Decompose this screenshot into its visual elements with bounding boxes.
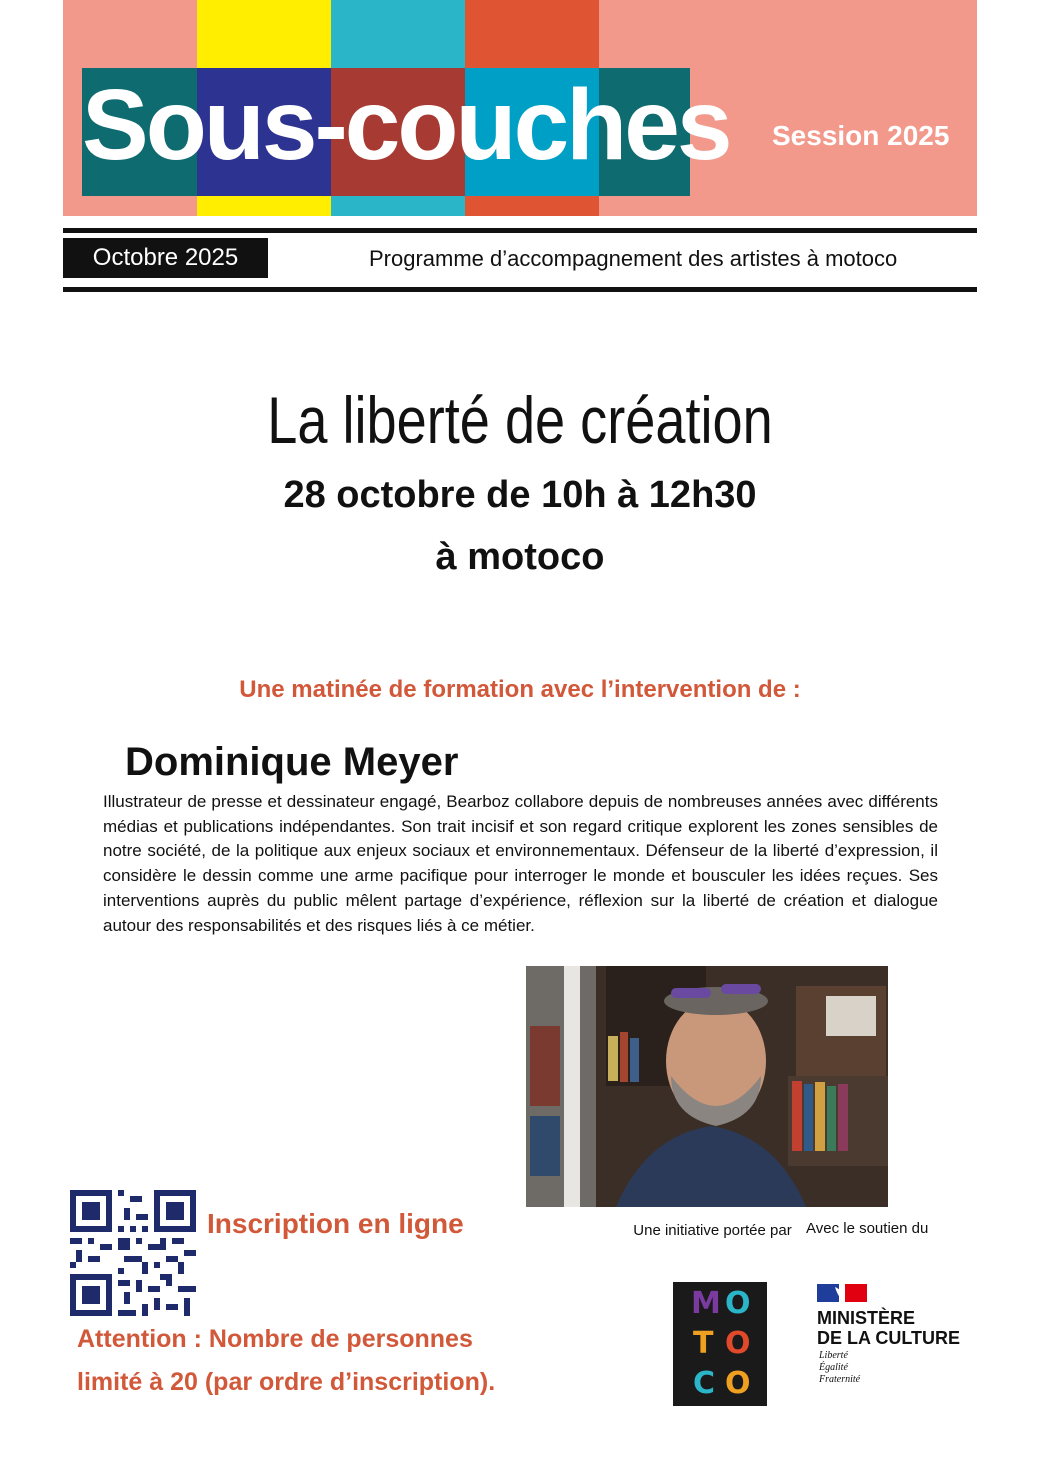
support-label: Avec le soutien du — [806, 1220, 929, 1237]
color-block — [465, 0, 599, 68]
top-rule — [63, 228, 977, 233]
ministry-name — [817, 1308, 960, 1348]
publication-title: Sous-couches — [82, 69, 730, 181]
motoco-letter: O — [725, 1286, 751, 1321]
marianne-flag-icon — [817, 1284, 867, 1302]
speaker-bio: Illustrateur de presse et dessinateur engagé, Bearboz collabore depuis de nombreuses années avec différents médias et publications indépendantes. Son trait incisif et son regard critique explorent les zones sensibles de notre société, de la politique aux enjeux sociaux et environnementaux. Défenseur de la liberté d’expression, il considère le dessin comme une arme pacifique pour interroger le monde et bousculer les idées reçues. Ses interventions auprès du public mêlent partage d’expérience, réflexion sur la liberté de création et dialogue autour des responsabilités et des risques liés à ce métier. — [103, 792, 938, 935]
color-block — [197, 0, 331, 68]
capacity-warning-line1: Attention : Nombre de personnes — [77, 1325, 473, 1353]
motoco-letter: T — [693, 1326, 714, 1361]
ministry-line1: MINISTÈRE — [817, 1308, 916, 1328]
motoco-letter: O — [725, 1366, 751, 1401]
speaker-name: Dominique Meyer — [125, 740, 459, 784]
event-title: La liberté de création — [267, 383, 773, 457]
motto-line: Fraternité — [819, 1374, 861, 1385]
event-date-time: 28 octobre de 10h à 12h30 — [283, 474, 757, 516]
motoco-letter: C — [693, 1366, 716, 1401]
motoco-letter: M — [691, 1286, 721, 1321]
color-block — [465, 196, 599, 216]
color-block — [197, 196, 331, 216]
color-block — [331, 0, 465, 68]
registration-qr-code[interactable] — [70, 1190, 196, 1316]
issue-date: Octobre 2025 — [63, 238, 268, 278]
motoco-logo — [673, 1282, 767, 1406]
session-label: Session 2025 — [772, 120, 950, 151]
capacity-warning-line2: limité à 20 (par ordre d’inscription). — [77, 1368, 496, 1396]
motto-line: Égalité — [819, 1362, 848, 1373]
speaker-photo — [526, 966, 888, 1207]
ministry-line2: DE LA CULTURE — [817, 1328, 960, 1348]
registration-label[interactable]: Inscription en ligne — [207, 1208, 464, 1239]
color-block — [331, 196, 465, 216]
event-location: à motoco — [435, 536, 605, 578]
republic-motto — [819, 1350, 860, 1386]
motoco-letter: O — [725, 1326, 751, 1361]
initiative-label: Une initiative portée par — [633, 1222, 792, 1239]
bottom-rule — [63, 287, 977, 292]
program-subtitle: Programme d’accompagnement des artistes à motoco — [369, 246, 898, 271]
intro-text: Une matinée de formation avec l’intervention de : — [239, 676, 801, 703]
motto-line: Liberté — [819, 1350, 848, 1361]
